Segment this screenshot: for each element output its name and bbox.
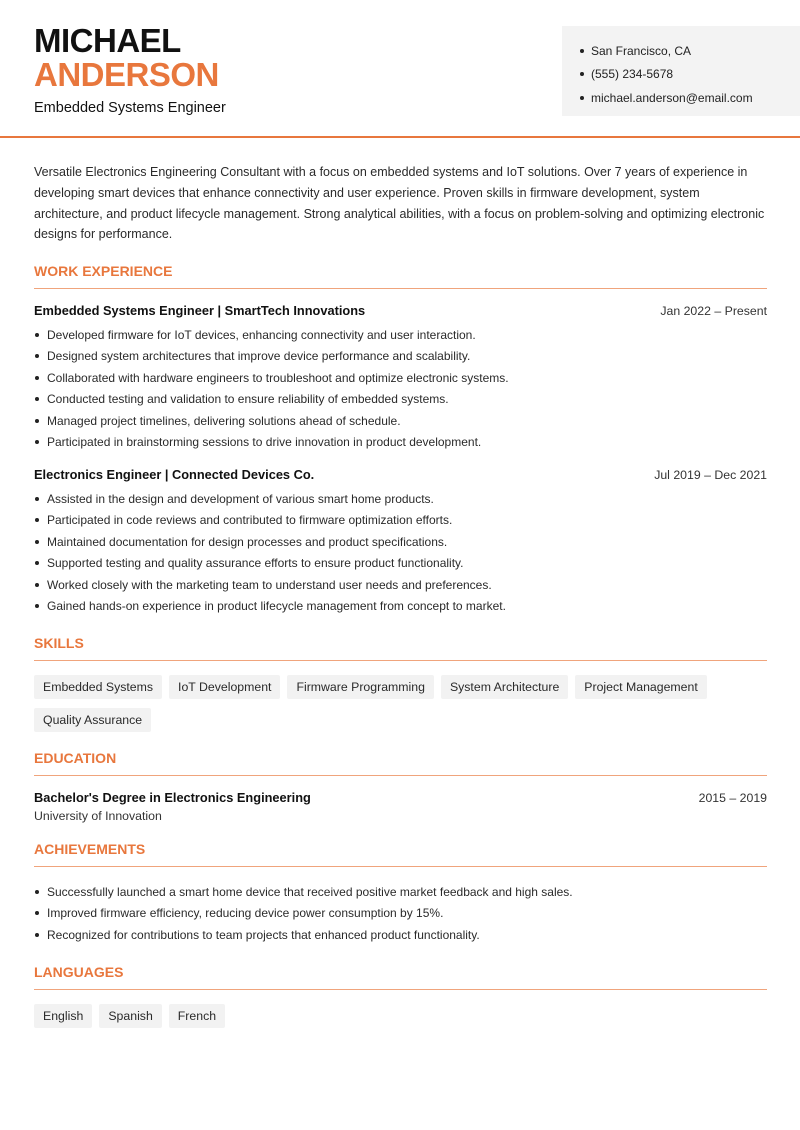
list-item [34, 432, 767, 454]
list-item [34, 346, 767, 368]
job-header [34, 467, 767, 482]
contact-phone-text: (555) 234-5678 [591, 67, 674, 82]
bullet-text: Successfully launched a smart home device that received positive market feedback and high sales. [47, 884, 573, 899]
list-item [34, 367, 767, 389]
last-name: ANDERSON [34, 56, 219, 93]
bullet-icon [35, 397, 39, 401]
bullet-text: Supported testing and quality assurance efforts to ensure product functionality. [47, 556, 464, 571]
skill-chip: Firmware Programming [287, 675, 433, 699]
job-title: Electronics Engineer | Connected Devices Co. [34, 467, 315, 483]
section-title: EDUCATION [34, 750, 767, 776]
degree-title: Bachelor's Degree in Electronics Engineering [34, 790, 311, 806]
bullet-text: Collaborated with hardware engineers to troubleshoot and optimize electronic systems. [47, 370, 509, 385]
summary-text: Versatile Electronics Engineering Consultant with a focus on embedded systems and IoT solutions. Over 7 years of experience in developing smart devices that enhance connectivity and user experience. Proven skills in firmware development, system architecture, and product lifecycle management. Strong analytical abilities, with a focus on problem-solving and optimizing electronic designs for performance. [34, 165, 765, 242]
skill-chip: IoT Development [169, 675, 280, 699]
school-name: University of Innovation [34, 809, 162, 824]
bullet-icon [35, 540, 39, 544]
list-item [34, 881, 767, 903]
bullet-text: Designed system architectures that improve device performance and scalability. [47, 349, 471, 364]
bullet-icon [35, 561, 39, 565]
bullet-text: Recognized for contributions to team projects that enhanced product functionality. [47, 927, 480, 942]
contact-phone [580, 63, 800, 87]
list-item [34, 510, 767, 532]
contact-email [580, 86, 800, 110]
education-date: 2015 – 2019 [698, 791, 767, 806]
skill-chip: System Architecture [441, 675, 568, 699]
bullet-text: Worked closely with the marketing team to understand user needs and preferences. [47, 577, 492, 592]
bullet-text: Assisted in the design and development of various smart home products. [47, 491, 434, 506]
job-bullets [34, 488, 767, 617]
bullet-icon [580, 96, 584, 100]
job-title: Embedded Systems Engineer | SmartTech Innovations [34, 303, 366, 319]
job-role: Embedded Systems Engineer [34, 100, 226, 116]
section-title: SKILLS [34, 635, 767, 661]
education-section [34, 750, 767, 823]
language-chip: French [169, 1004, 225, 1028]
skill-chip: Project Management [575, 675, 706, 699]
job-date: Jul 2019 – Dec 2021 [654, 468, 767, 483]
contact-email-text[interactable]: michael.anderson@email.com [591, 90, 753, 105]
bullet-icon [35, 518, 39, 522]
section-title: WORK EXPERIENCE [34, 263, 767, 289]
first-name: MICHAEL [34, 22, 181, 59]
skills-section [34, 635, 767, 732]
job-bullets [34, 324, 767, 453]
bullet-icon [35, 333, 39, 337]
job-entry [34, 467, 767, 617]
bullet-text: Improved firmware efficiency, reducing device power consumption by 15%. [47, 906, 444, 921]
contact-location-text: San Francisco, CA [591, 43, 692, 58]
bullet-icon [35, 419, 39, 423]
achievements-section [34, 841, 767, 946]
section-title: LANGUAGES [34, 964, 767, 990]
language-chip: Spanish [99, 1004, 161, 1028]
list-item [34, 553, 767, 575]
section-title: ACHIEVEMENTS [34, 841, 767, 867]
resume-header [0, 0, 800, 138]
language-chips [34, 1004, 767, 1028]
bullet-icon [580, 72, 584, 76]
list-item [34, 574, 767, 596]
list-item [34, 596, 767, 618]
achievement-list [34, 881, 767, 946]
resume-body [34, 162, 767, 1028]
skill-chip: Quality Assurance [34, 708, 151, 732]
list-item [34, 903, 767, 925]
language-chip: English [34, 1004, 92, 1028]
skill-chips [34, 675, 767, 732]
list-item [34, 924, 767, 946]
list-item [34, 389, 767, 411]
bullet-text: Developed firmware for IoT devices, enhancing connectivity and user interaction. [47, 327, 476, 342]
education-header [34, 790, 767, 805]
bullet-icon [35, 376, 39, 380]
job-date: Jan 2022 – Present [660, 304, 767, 319]
bullet-text: Managed project timelines, delivering solutions ahead of schedule. [47, 413, 401, 428]
contact-location [580, 39, 800, 63]
bullet-text: Maintained documentation for design processes and product specifications. [47, 534, 448, 549]
languages-section [34, 964, 767, 1028]
bullet-icon [35, 354, 39, 358]
bullet-icon [35, 440, 39, 444]
bullet-text: Conducted testing and validation to ensure reliability of embedded systems. [47, 392, 449, 407]
bullet-icon [35, 911, 39, 915]
bullet-text: Participated in brainstorming sessions to drive innovation in product development. [47, 435, 482, 450]
list-item [34, 410, 767, 432]
bullet-text: Participated in code reviews and contributed to firmware optimization efforts. [47, 513, 453, 528]
bullet-icon [35, 583, 39, 587]
candidate-name [34, 24, 219, 91]
bullet-icon [35, 497, 39, 501]
list-item [34, 324, 767, 346]
bullet-icon [35, 933, 39, 937]
bullet-icon [35, 890, 39, 894]
list-item [34, 488, 767, 510]
contact-box [562, 26, 800, 116]
list-item [34, 531, 767, 553]
bullet-icon [580, 49, 584, 53]
job-header [34, 303, 767, 318]
bullet-icon [35, 604, 39, 608]
work-experience-section [34, 263, 767, 617]
skill-chip: Embedded Systems [34, 675, 162, 699]
bullet-text: Gained hands-on experience in product lifecycle management from concept to market. [47, 599, 506, 614]
job-entry [34, 303, 767, 453]
